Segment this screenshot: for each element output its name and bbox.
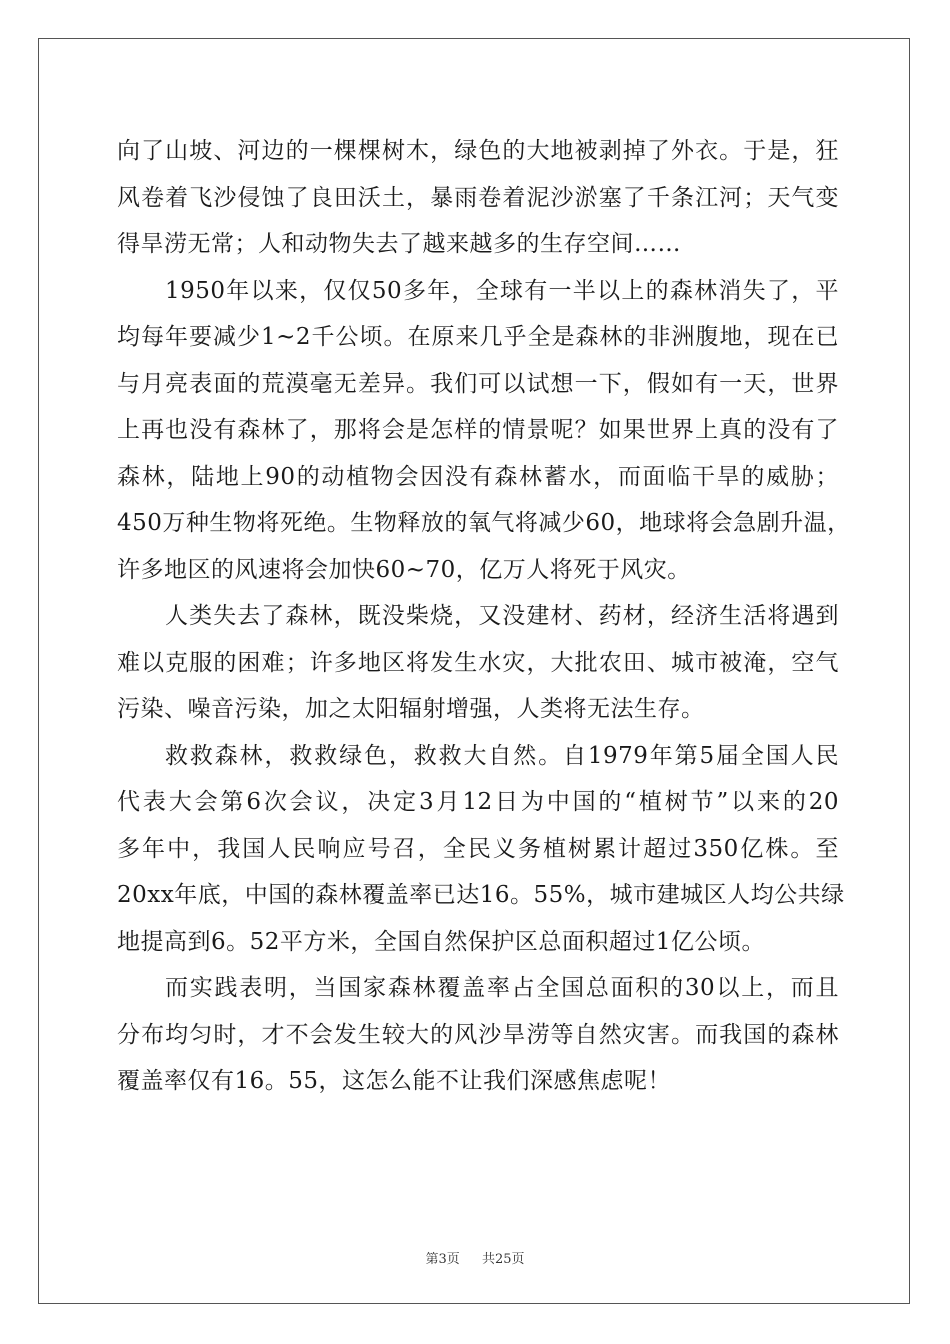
text-line: 与月亮表面的荒漠毫无差异。我们可以试想一下，假如有一天，世界 [117, 370, 839, 397]
text-line: 许多地区的风速将会加快60~70，亿万人将死于风灾。 [117, 556, 691, 583]
text-line: 450万种生物将死绝。生物释放的氧气将减少60，地球将会急剧升温， [117, 510, 851, 536]
text-line: 人类失去了森林，既没柴烧，又没建材、药材，经济生活将遇到 [165, 603, 839, 629]
total-pages: 共25页 [482, 1252, 525, 1267]
text-line: 多年中，我国人民响应号召，全民义务植树累计超过350亿株。至 [117, 835, 839, 862]
text-line: 代表大会第6次会议，决定3月12日为中国的“植树节”以来的20 [117, 789, 839, 815]
text-line: 20xx年底，中国的森林覆盖率已达16。55%，城市建城区人均公共绿 [117, 882, 845, 908]
text-line: 地提高到6。52平方米，全国自然保护区总面积超过1亿公顷。 [117, 928, 766, 955]
page-number: 第3页 [425, 1252, 460, 1267]
text-line: 难以克服的困难；许多地区将发生水灾，大批农田、城市被淹，空气 [117, 649, 839, 676]
text-line: 覆盖率仅有16。55，这怎么能不让我们深感焦虑呢！ [117, 1068, 672, 1094]
paragraph [117, 965, 839, 1105]
text-line: 森林，陆地上90的动植物会因没有森林蓄水，而面临干旱的威胁； [117, 463, 839, 490]
paragraph [117, 268, 851, 594]
text-line: 污染、噪音污染，加之太阳辐射增强，人类将无法生存。 [117, 696, 705, 722]
text-line: 风卷着飞沙侵蚀了良田沃土，暴雨卷着泥沙淤塞了千条江河；天气变 [117, 184, 839, 211]
text-line: 而实践表明，当国家森林覆盖率占全国总面积的30以上，而且 [165, 975, 839, 1001]
paragraph [117, 128, 839, 268]
paragraph [117, 733, 845, 966]
text-line: 向了山坡、河边的一棵棵树木，绿色的大地被剥掉了外衣。于是，狂 [117, 138, 839, 164]
text-line: 救救森林，救救绿色，救救大自然。自1979年第5届全国人民 [165, 742, 839, 769]
text-line: 得旱涝无常；人和动物失去了越来越多的生存空间…… [117, 231, 681, 257]
text-line: 1950年以来，仅仅50多年，全球有一半以上的森林消失了，平 [165, 277, 839, 304]
document-body [117, 128, 851, 1105]
paragraph [117, 593, 839, 733]
text-line: 均每年要减少1~2千公顷。在原来几乎全是森林的非洲腹地，现在已 [117, 324, 839, 350]
page-footer [0, 1248, 950, 1267]
text-line: 分布均匀时，才不会发生较大的风沙旱涝等自然灾害。而我国的森林 [117, 1021, 839, 1048]
text-line: 上再也没有森林了，那将会是怎样的情景呢？如果世界上真的没有了 [117, 417, 839, 443]
